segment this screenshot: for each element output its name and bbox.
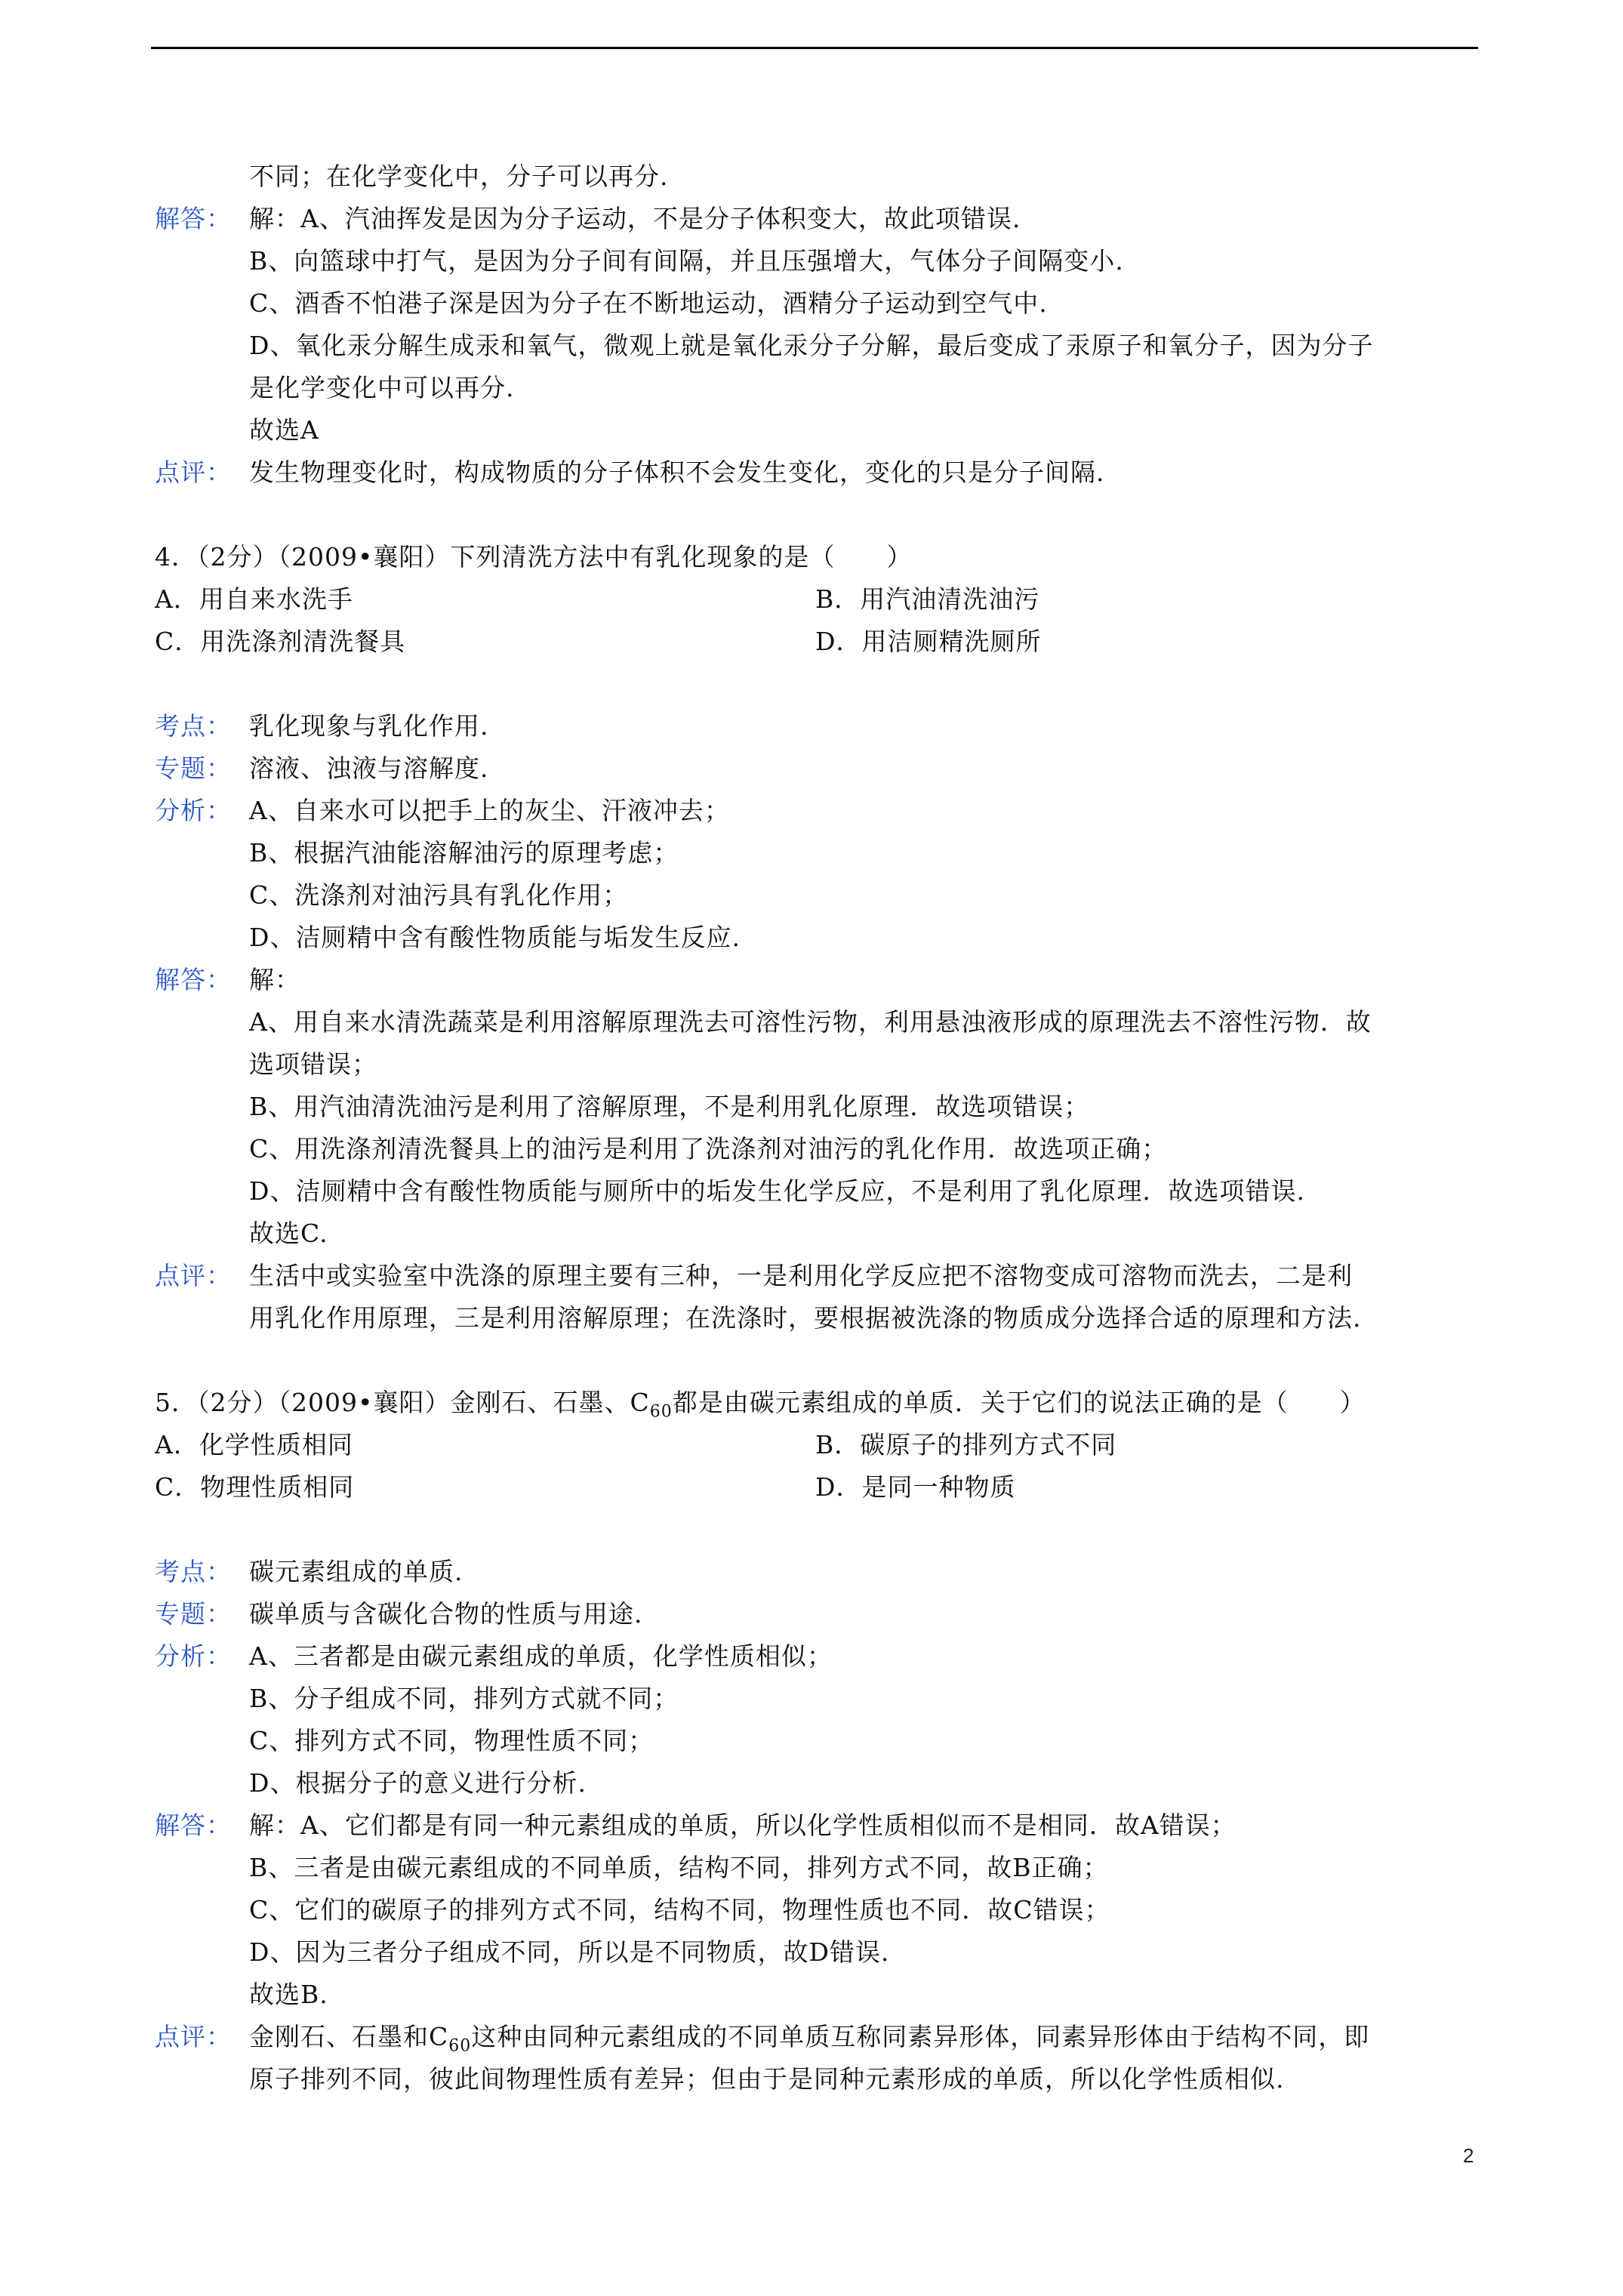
q4-stem: 4．（2分）（2009•襄阳）下列清洗方法中有乳化现象的是（ ） (155, 542, 913, 572)
q5-answer-label: 解答： (155, 1811, 232, 1840)
q4-option-c: C．用洗涤剂清洗餐具 (155, 627, 406, 656)
q4-kaodian-label: 考点： (155, 711, 232, 741)
q5-fenxi-line: A、三者都是由碳元素组成的单质，化学性质相似； (249, 1641, 833, 1671)
q4-zhuanti: 溶液、浊液与溶解度. (249, 754, 489, 783)
q5-option-b: B．碳原子的排列方式不同 (815, 1430, 1117, 1459)
page-number: 2 (1463, 2144, 1474, 2167)
q4-fenxi-line: D、洁厕精中含有酸性物质能与垢发生反应. (249, 923, 741, 952)
q5-comment-line: 原子排列不同，彼此间物理性质有差异；但由于是同种元素形成的单质，所以化学性质相似. (249, 2064, 1285, 2094)
q3-answer-label: 解答： (155, 204, 232, 233)
q4-answer-line: A、用自来水清洗蔬菜是利用溶解原理洗去可溶性污物，利用悬浊液形成的原理洗去不溶性污物．故 (249, 1007, 1372, 1037)
q5-answer-line: 故选B. (249, 1980, 328, 2009)
q3-comment-line: 发生物理变化时，构成物质的分子体积不会发生变化，变化的只是分子间隔. (249, 458, 1105, 487)
q5-zhuanti-label: 专题： (155, 1599, 232, 1629)
q5-fenxi-line: D、根据分子的意义进行分析. (249, 1768, 587, 1798)
q5-answer-line: 解：A、它们都是有同一种元素组成的单质，所以化学性质相似而不是相同．故A错误； (249, 1811, 1236, 1840)
q5-answer-line: D、因为三者分子组成不同，所以是不同物质，故D错误. (249, 1937, 890, 1967)
q5-answer-line: B、三者是由碳元素组成的不同单质，结构不同，排列方式不同，故B正确； (249, 1853, 1109, 1882)
q3-answer-line: B、向篮球中打气，是因为分子间有间隔，并且压强增大，气体分子间隔变小. (249, 246, 1124, 276)
q4-answer-line: B、用汽油清洗油污是利用了溶解原理，不是利用乳化原理．故选项错误； (249, 1092, 1090, 1121)
q3-answer-line: D、氧化汞分解生成汞和氧气，微观上就是氧化汞分子分解，最后变成了汞原子和氧分子，因为分子 (249, 331, 1374, 360)
q4-zhuanti-label: 专题： (155, 754, 232, 783)
q5-fenxi-line: C、排列方式不同，物理性质不同； (249, 1726, 654, 1755)
q4-fenxi-label: 分析： (155, 796, 232, 825)
q3-comment-label: 点评： (155, 458, 232, 487)
q5-comment-line: 金刚石、石墨和$C_{60}$这种由同种元素组成的不同单质互称同素异形体，同素异形体由于结构不同，即 (249, 2022, 1370, 2056)
q4-kaodian: 乳化现象与乳化作用. (249, 711, 489, 741)
q4-option-a: A．用自来水洗手 (155, 584, 353, 614)
q3-answer-line: 故选A (249, 415, 319, 445)
q4-answer-line: 解： (249, 965, 300, 994)
q4-comment-line: 生活中或实验室中洗涤的原理主要有三种，一是利用化学反应把不溶物变成可溶物而洗去，二是利 (249, 1261, 1353, 1290)
q5-zhuanti: 碳单质与含碳化合物的性质与用途. (249, 1599, 643, 1629)
q4-option-b: B．用汽油清洗油污 (815, 584, 1040, 614)
q4-comment-line: 用乳化作用原理，三是利用溶解原理；在洗涤时，要根据被洗涤的物质成分选择合适的原理和方法. (249, 1303, 1362, 1333)
q5-kaodian: 碳元素组成的单质. (249, 1557, 463, 1586)
q5-kaodian-label: 考点： (155, 1557, 232, 1586)
q4-answer-line: C、用洗涤剂清洗餐具上的油污是利用了洗涤剂对油污的乳化作用．故选项正确； (249, 1134, 1168, 1163)
q5-answer-line: C、它们的碳原子的排列方式不同，结构不同，物理性质也不同．故C错误； (249, 1895, 1110, 1925)
q4-comment-label: 点评： (155, 1261, 232, 1290)
q5-option-a: A．化学性质相同 (155, 1430, 353, 1459)
q4-answer-line: D、洁厕精中含有酸性物质能与厕所中的垢发生化学反应，不是利用了乳化原理．故选项错误. (249, 1176, 1305, 1206)
q4-answer-line: 故选C. (249, 1219, 328, 1248)
q5-fenxi-line: B、分子组成不同，排列方式就不同； (249, 1684, 679, 1713)
q4-answer-line: 选项错误； (249, 1049, 377, 1079)
q4-fenxi-line: C、洗涤剂对油污具有乳化作用； (249, 880, 629, 910)
q4-answer-label: 解答： (155, 965, 232, 994)
q3-answer-line: C、酒香不怕港子深是因为分子在不断地运动，酒精分子运动到空气中. (249, 288, 1048, 318)
q5-comment-label: 点评： (155, 2022, 232, 2051)
q5-option-d: D．是同一种物质 (815, 1472, 1016, 1502)
q5-fenxi-label: 分析： (155, 1641, 232, 1671)
header-rule (151, 47, 1478, 49)
q3-answer-line: 是化学变化中可以再分. (249, 373, 515, 402)
q3-answer-line: 解：A、汽油挥发是因为分子运动，不是分子体积变大，故此项错误. (249, 204, 1021, 233)
q5-stem: 5．（2分）（2009•襄阳）金刚石、石墨、$C_{60}$都是由碳元素组成的单质．关于它们的说法正确的是（ ） (155, 1388, 1366, 1422)
q3-continuation: 不同；在化学变化中，分子可以再分. (249, 162, 669, 191)
q4-fenxi-line: A、自来水可以把手上的灰尘、汗液冲去； (249, 796, 730, 825)
q4-option-d: D．用洁厕精洗厕所 (815, 627, 1042, 656)
q4-fenxi-line: B、根据汽油能溶解油污的原理考虑； (249, 838, 679, 868)
q5-option-c: C．物理性质相同 (155, 1472, 355, 1502)
